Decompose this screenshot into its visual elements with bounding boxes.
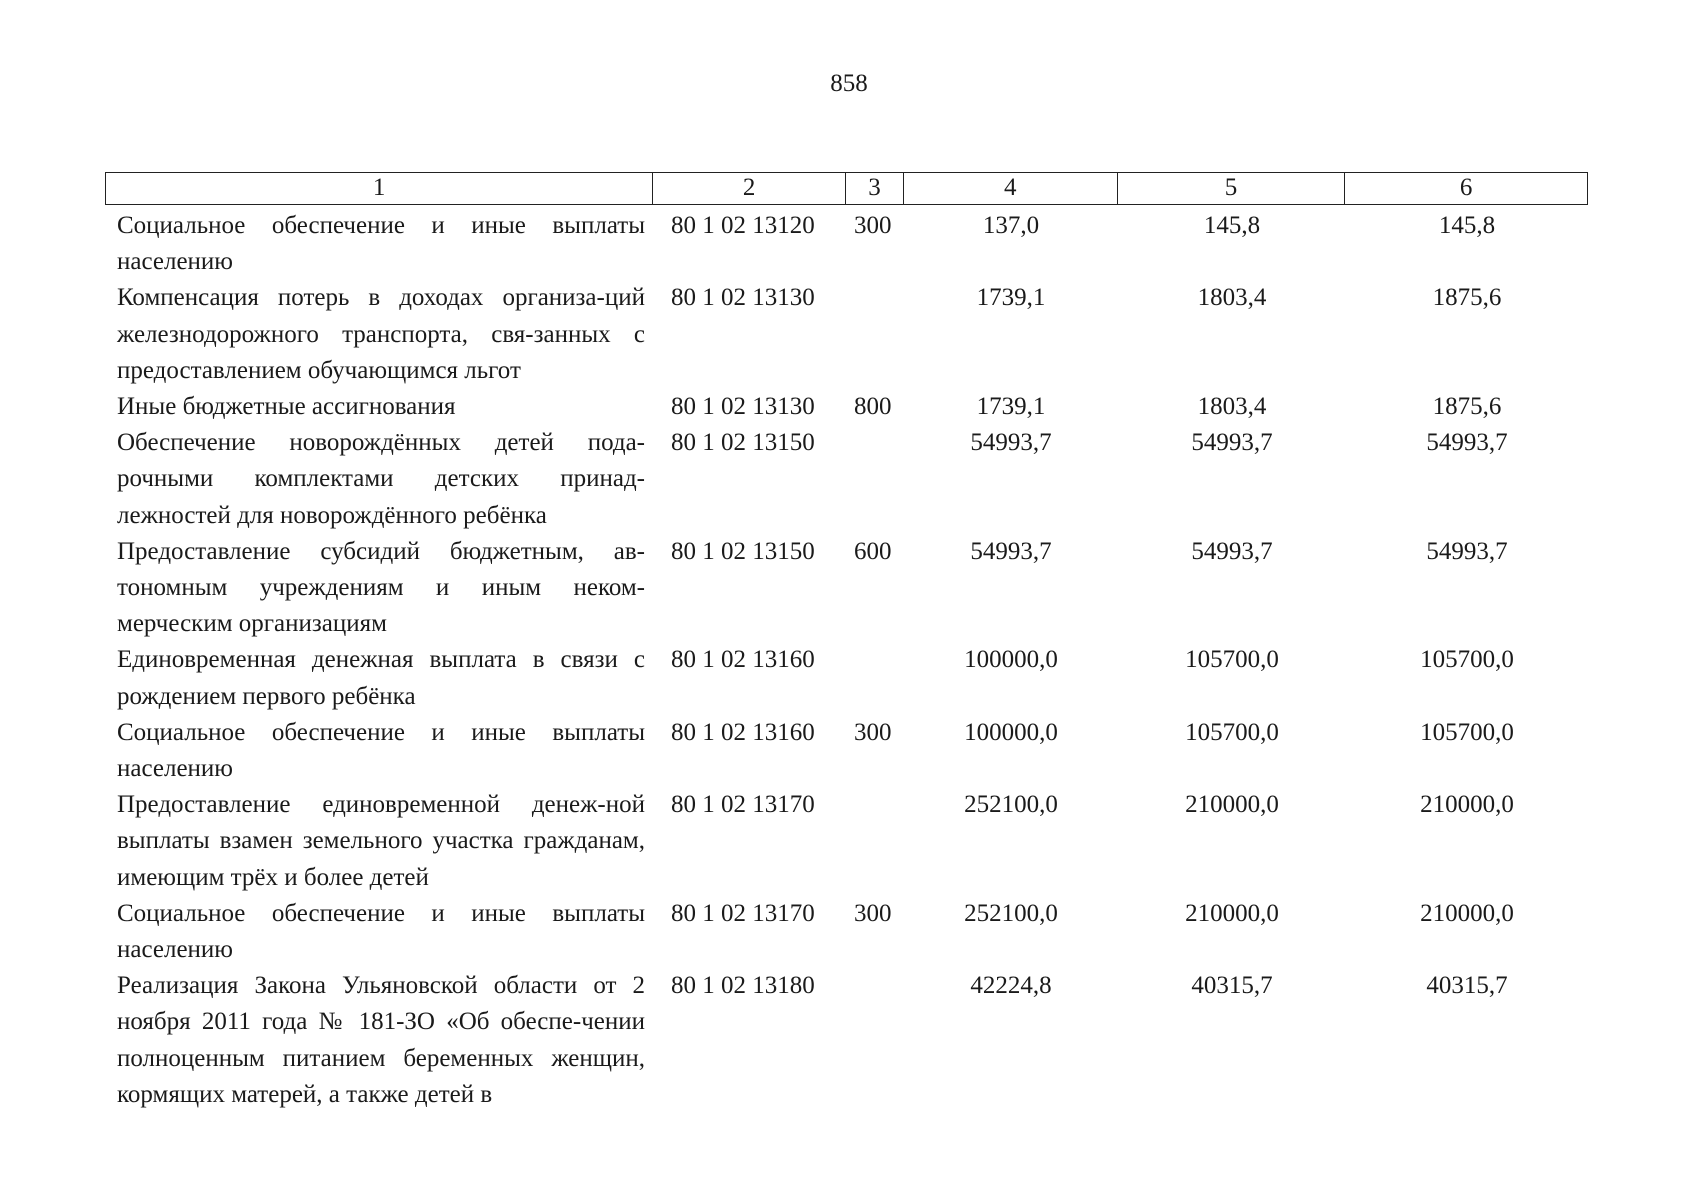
page-number: 858 bbox=[830, 70, 868, 97]
row-value-6: 54993,7 bbox=[1426, 429, 1508, 457]
row-code: 80 1 02 13120 bbox=[671, 212, 815, 239]
row-code: 80 1 02 13160 bbox=[671, 646, 815, 674]
row-value-4: 100000,0 bbox=[964, 646, 1058, 674]
row-value-4: 42224,8 bbox=[970, 972, 1052, 1000]
header-col-6: 6 bbox=[1459, 174, 1473, 201]
table-row bbox=[105, 715, 1588, 787]
table-row bbox=[105, 642, 1588, 714]
row-name: Предоставление единовременной денеж-ной выплаты взамен земельного участка гражданам, имеющим трёх и более детей bbox=[117, 791, 645, 891]
row-value-5: 1803,4 bbox=[1197, 393, 1267, 421]
row-code: 80 1 02 13130 bbox=[671, 284, 815, 312]
row-value-5: 210000,0 bbox=[1185, 791, 1279, 819]
row-value-4: 252100,0 bbox=[964, 899, 1058, 927]
row-name: Реализация Закона Ульяновской области от 2 ноября 2011 года № 181-ЗО «Об обеспе-чении полноценным питанием беременных женщин, кормящих матерей, а также детей в bbox=[117, 972, 645, 1108]
row-value-4: 54993,7 bbox=[970, 429, 1052, 457]
row-value-6: 210000,0 bbox=[1420, 899, 1514, 927]
row-value-6: 105700,0 bbox=[1420, 718, 1514, 746]
row-value-6: 105700,0 bbox=[1420, 646, 1514, 674]
table-header bbox=[105, 172, 1588, 205]
row-value-5: 40315,7 bbox=[1191, 972, 1273, 1000]
row-code: 80 1 02 13130 bbox=[671, 393, 815, 421]
row-value-4: 252100,0 bbox=[964, 791, 1058, 819]
row-type: 300 bbox=[854, 899, 892, 927]
row-code: 80 1 02 13150 bbox=[671, 537, 815, 565]
row-value-6: 54993,7 bbox=[1426, 537, 1508, 565]
table-row bbox=[105, 389, 1588, 425]
row-code: 80 1 02 13170 bbox=[671, 899, 815, 927]
row-name: Социальное обеспечение и иные выплаты населению bbox=[117, 718, 645, 783]
row-value-4: 100000,0 bbox=[964, 718, 1058, 746]
row-value-5: 54993,7 bbox=[1191, 429, 1273, 457]
header-col-3: 3 bbox=[846, 173, 904, 204]
row-code: 80 1 02 13160 bbox=[671, 718, 815, 746]
row-value-4: 54993,7 bbox=[970, 537, 1052, 565]
row-value-5: 210000,0 bbox=[1185, 899, 1279, 927]
row-type: 600 bbox=[854, 537, 892, 565]
row-value-6: 210000,0 bbox=[1420, 791, 1514, 819]
row-name: Единовременная денежная выплата в связи с рождением первого ребёнка bbox=[117, 646, 645, 710]
row-type: 300 bbox=[854, 212, 892, 239]
row-type: 300 bbox=[854, 718, 892, 746]
row-value-4: 1739,1 bbox=[976, 284, 1046, 312]
row-code: 80 1 02 13180 bbox=[671, 972, 815, 1000]
row-value-6: 145,8 bbox=[1438, 212, 1496, 239]
header-col-4: 4 bbox=[904, 173, 1118, 204]
table-row bbox=[105, 896, 1588, 968]
row-value-4: 1739,1 bbox=[976, 393, 1046, 421]
table-row bbox=[105, 208, 1588, 280]
row-value-5: 145,8 bbox=[1203, 212, 1261, 239]
header-col-2: 2 bbox=[653, 173, 846, 204]
row-value-6: 1875,6 bbox=[1432, 284, 1502, 312]
row-name: Иные бюджетные ассигнования bbox=[117, 393, 456, 421]
row-name: Социальное обеспечение и иные выплаты населению bbox=[117, 212, 645, 276]
row-value-5: 54993,7 bbox=[1191, 537, 1273, 565]
row-code: 80 1 02 13170 bbox=[671, 791, 815, 819]
row-value-6: 40315,7 bbox=[1426, 972, 1508, 1000]
row-name: Предоставление субсидий бюджетным, ав-тономным учреждениям и иным неком-мерческим организациям bbox=[117, 537, 645, 638]
row-name: Социальное обеспечение и иные выплаты населению bbox=[117, 899, 645, 964]
header-col-5: 5 bbox=[1118, 173, 1346, 204]
header-col-1: 1 bbox=[106, 173, 653, 204]
row-value-6: 1875,6 bbox=[1432, 393, 1502, 421]
table-row bbox=[105, 787, 1588, 896]
row-value-5: 1803,4 bbox=[1197, 284, 1267, 312]
table-row bbox=[105, 968, 1588, 1113]
row-name: Компенсация потерь в доходах организа-ций железнодорожного транспорта, свя-занных с предоставлением обучающимся льгот bbox=[117, 284, 645, 384]
table-row bbox=[105, 425, 1588, 534]
row-value-4: 137,0 bbox=[982, 212, 1040, 239]
table-row bbox=[105, 534, 1588, 643]
table-row bbox=[105, 280, 1588, 389]
row-type: 800 bbox=[854, 393, 892, 421]
row-value-5: 105700,0 bbox=[1185, 646, 1279, 674]
row-code: 80 1 02 13150 bbox=[671, 429, 815, 457]
row-name: Обеспечение новорождённых детей пода-рочными комплектами детских принад-лежностей для новорождённого ребёнка bbox=[117, 429, 645, 529]
row-value-5: 105700,0 bbox=[1185, 718, 1279, 746]
table-body bbox=[105, 208, 1588, 1113]
